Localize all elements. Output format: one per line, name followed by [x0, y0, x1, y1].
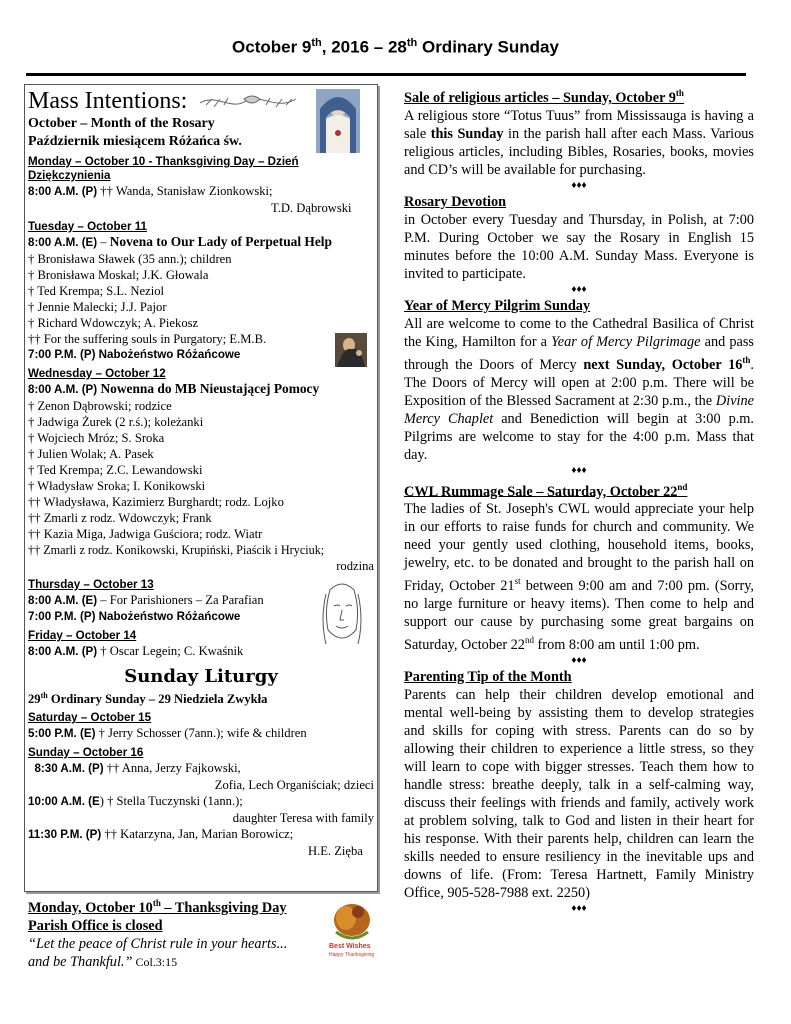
wednesday-line: † Ted Krempa; Z.C. Lewandowski	[28, 463, 203, 477]
day-tuesday: Tuesday – October 11	[28, 220, 147, 233]
sunday-time-3: 11:30 P.M. (P)	[28, 828, 102, 842]
tuesday-line: †† For the suffering souls in Purgatory; E.M.B.	[28, 332, 267, 346]
sunday-time-2: 10:00 A.M. (E	[28, 795, 100, 809]
parenting-heading: Parenting Tip of the Month	[404, 668, 572, 685]
quote-line-2: and be Thankful.” Col.3:15	[28, 953, 178, 970]
thanksgiving-heading: Monday, October 10th – Thanksgiving Day	[28, 898, 287, 916]
sale-heading: Sale of religious articles – Sunday, October 9th	[404, 88, 684, 106]
parenting-text: Parents can help their children develop emotional and mental well-being by assisting them to develop strategies and skills for coping with stress. Parents can do so by allowing their children to experience a little stress, so they will learn to cope with bigger stresses. Teach them how to handle stress: breathe deeply, talk in a self-calming way, discuss their feelings with friends and family, actively work at problem solving, talk to God and listen in their heart for his response. With their parents help, children can learn the skills needed to ensure resiliency in the inevitable ups and downs of life. (From: Teresa Hartnett, Family Ministry Office, 905-528-7988 ext. 2250)	[404, 686, 754, 901]
month-rosary-pl: Październik miesiącem Różańca św.	[28, 134, 242, 149]
wednesday-last: rodzina	[336, 559, 374, 573]
page-title: October 9th, 2016 – 28th Ordinary Sunday	[232, 37, 559, 57]
sunday-intention-1-donor: Zofia, Lech Organiściak; dzieci	[214, 778, 374, 793]
mercy-heading: Year of Mercy Pilgrim Sunday	[404, 297, 591, 314]
tuesday-line: † Ted Krempa; S.L. Neziol	[28, 284, 164, 298]
wednesday-line: †† Władysława, Kazimierz Burghardt; rodz. Lojko	[28, 495, 284, 509]
office-closed: Parish Office is closed	[28, 917, 163, 934]
thursday-time: 8:00 A.M. (E)	[28, 594, 98, 607]
jesus-sketch-image	[316, 580, 368, 650]
separator-diamonds: ♦♦♦	[571, 179, 587, 191]
sunday-intention-2: ) † Stella Tuczynski (1ann.);	[99, 794, 243, 809]
day-friday: Friday – October 14	[28, 629, 137, 642]
our-lady-rosary-image	[316, 89, 360, 153]
thanksgiving-card-image	[326, 898, 376, 960]
tuesday-rosary: 7:00 P.M. (P) Nabożeństwo Różańcowe	[28, 347, 374, 363]
wednesday-novena: Nowenna do MB Nieustającej Pomocy	[97, 381, 320, 396]
friday-time: 8:00 A.M. (P)	[28, 645, 98, 658]
saturday-intention: † Jerry Schosser (7ann.); wife & children	[95, 726, 307, 741]
wednesday-line: † Wojciech Mróz; S. Sroka	[28, 431, 165, 445]
thursday-intention: – For Parishioners – Za Parafian	[97, 593, 264, 607]
sunday-intention-2-donor: daughter Teresa with family	[232, 811, 374, 826]
separator-diamonds: ♦♦♦	[571, 283, 587, 295]
wednesday-line: †† Kazia Miga, Jadwiga Guściora; rodz. Wiatr	[28, 527, 263, 541]
cwl-text: The ladies of St. Joseph's CWL would appreciate your help in our efforts to raise funds for church and community. We need your gently used clothing, household items, books, jewelry, etc. to be donated and brought to the parish hall on Friday, October 21st between 9:00 am and 7:00 pm. (Sorry, no large furniture or heavy items). Then come to help and support our cause by purchasing some great bargains on Saturday, October 22nd from 8:00 am until 1:00 pm.	[404, 501, 754, 653]
title-rule	[26, 73, 746, 76]
monday-intention: †† Wanda, Stanisław Zionkowski;	[97, 184, 273, 198]
best-wishes-text: Best Wishes	[329, 943, 371, 950]
wednesday-line: †† Zmarli z rodz. Wdowczyk; Frank	[28, 511, 212, 525]
separator-diamonds: ♦♦♦	[571, 654, 587, 666]
friday-intention: † Oscar Legein; C. Kwaśnik	[97, 644, 244, 658]
sunday-intention-3-donor: H.E. Zięba	[308, 844, 363, 859]
happy-thanksgiving-text: Happy Thanksgiving	[329, 952, 375, 958]
wednesday-line: † Jadwiga Żurek (2 r.ś.); koleżanki	[28, 415, 204, 429]
month-rosary-en: October – Month of the Rosary	[28, 116, 215, 131]
day-thursday: Thursday – October 13	[28, 578, 154, 591]
quote-line-1: “Let the peace of Christ rule in your hearts...	[28, 935, 288, 952]
separator-diamonds: ♦♦♦	[571, 902, 587, 914]
separator-diamonds: ♦♦♦	[571, 464, 587, 476]
rosary-text: in October every Tuesday and Thursday, in Polish, at 7:00 P.M. During October we say the Rosary in English 15 minutes before the 10:00 A.M. Sunday Mass. Everyone is invited to participate.	[404, 211, 754, 282]
wednesday-line: † Zenon Dąbrowski; rodzice	[28, 399, 172, 413]
tuesday-line: † Jennie Malecki; J.J. Pajor	[28, 300, 167, 314]
announcements-column	[404, 84, 754, 916]
ordinary-sunday-heading: 29th Ordinary Sunday – 29 Niedziela Zwykła	[28, 691, 268, 707]
tuesday-line: † Bronisława Moskal; J.K. Głowala	[28, 268, 209, 282]
rosary-heading: Rosary Devotion	[404, 193, 507, 210]
day-sunday: Sunday – October 16	[28, 746, 144, 760]
dove-ornament-icon	[196, 91, 308, 113]
sale-text: A religious store “Totus Tuus” from Mississauga is having a sale this Sunday in the parish hall after each Mass. Various religious articles, including Bibles, Rosaries, books, movies and CD’s will be available for purchasing.	[404, 107, 754, 178]
mercy-text: All are welcome to come to the Cathedral Basilica of Christ the King, Hamilton for a Year of Mercy Pilgrimage and pass through the Doors of Mercy next Sunday, October 16th. The Doors of Mercy will open at 2:00 p.m. There will be Exposition of the Blessed Sacrament at 2:30 p.m., the Divine Mercy Chaplet and Benediction will begin at 3:00 p.m. Pilgrims are welcome to stay for the 4:00 p.m. Mass that day.	[404, 315, 754, 463]
tuesday-dash: –	[97, 235, 110, 249]
perpetual-help-icon	[335, 333, 367, 367]
saturday-time: 5:00 P.M. (E)	[28, 727, 96, 741]
tuesday-line: † Bronisława Sławek (35 ann.); children	[28, 252, 232, 266]
mass-intentions-box	[24, 84, 378, 892]
sunday-liturgy-heading: Sunday Liturgy	[124, 666, 278, 687]
monday-time: 8:00 A.M. (P)	[28, 185, 98, 198]
cwl-heading: CWL Rummage Sale – Saturday, October 22nd	[404, 481, 688, 500]
tuesday-novena: Novena to Our Lady of Perpetual Help	[109, 234, 332, 249]
mass-intentions-heading: Mass Intentions:	[28, 88, 188, 114]
thanksgiving-note	[28, 894, 328, 971]
tuesday-line: † Richard Wdowczyk; A. Piekosz	[28, 316, 199, 330]
day-monday: Monday – October 10 - Thanksgiving Day – Dzień Dziękczynienia	[28, 155, 299, 182]
tuesday-time: 8:00 A.M. (E)	[28, 236, 98, 249]
wednesday-line: † Julien Wolak; A. Pasek	[28, 447, 154, 461]
wednesday-time: 8:00 A.M. (P)	[28, 383, 98, 396]
monday-intention-donor: T.D. Dąbrowski	[271, 201, 352, 215]
day-wednesday: Wednesday – October 12	[28, 367, 166, 380]
sunday-intention-1: †† Anna, Jerzy Fajkowski,	[103, 761, 241, 776]
day-saturday: Saturday – October 15	[28, 711, 152, 725]
sunday-time-1: 8:30 A.M. (P)	[28, 762, 104, 776]
wednesday-line: †† Zmarli z rodz. Konikowski, Krupiński, Piaścik i Hryciuk;	[28, 543, 325, 557]
sunday-intention-3: †† Katarzyna, Jan, Marian Borowicz;	[101, 827, 294, 842]
wednesday-line: † Władysław Sroka; I. Konikowski	[28, 479, 206, 493]
thursday-rosary: 7:00 P.M. (P) Nabożeństwo Różańcowe	[28, 610, 241, 623]
